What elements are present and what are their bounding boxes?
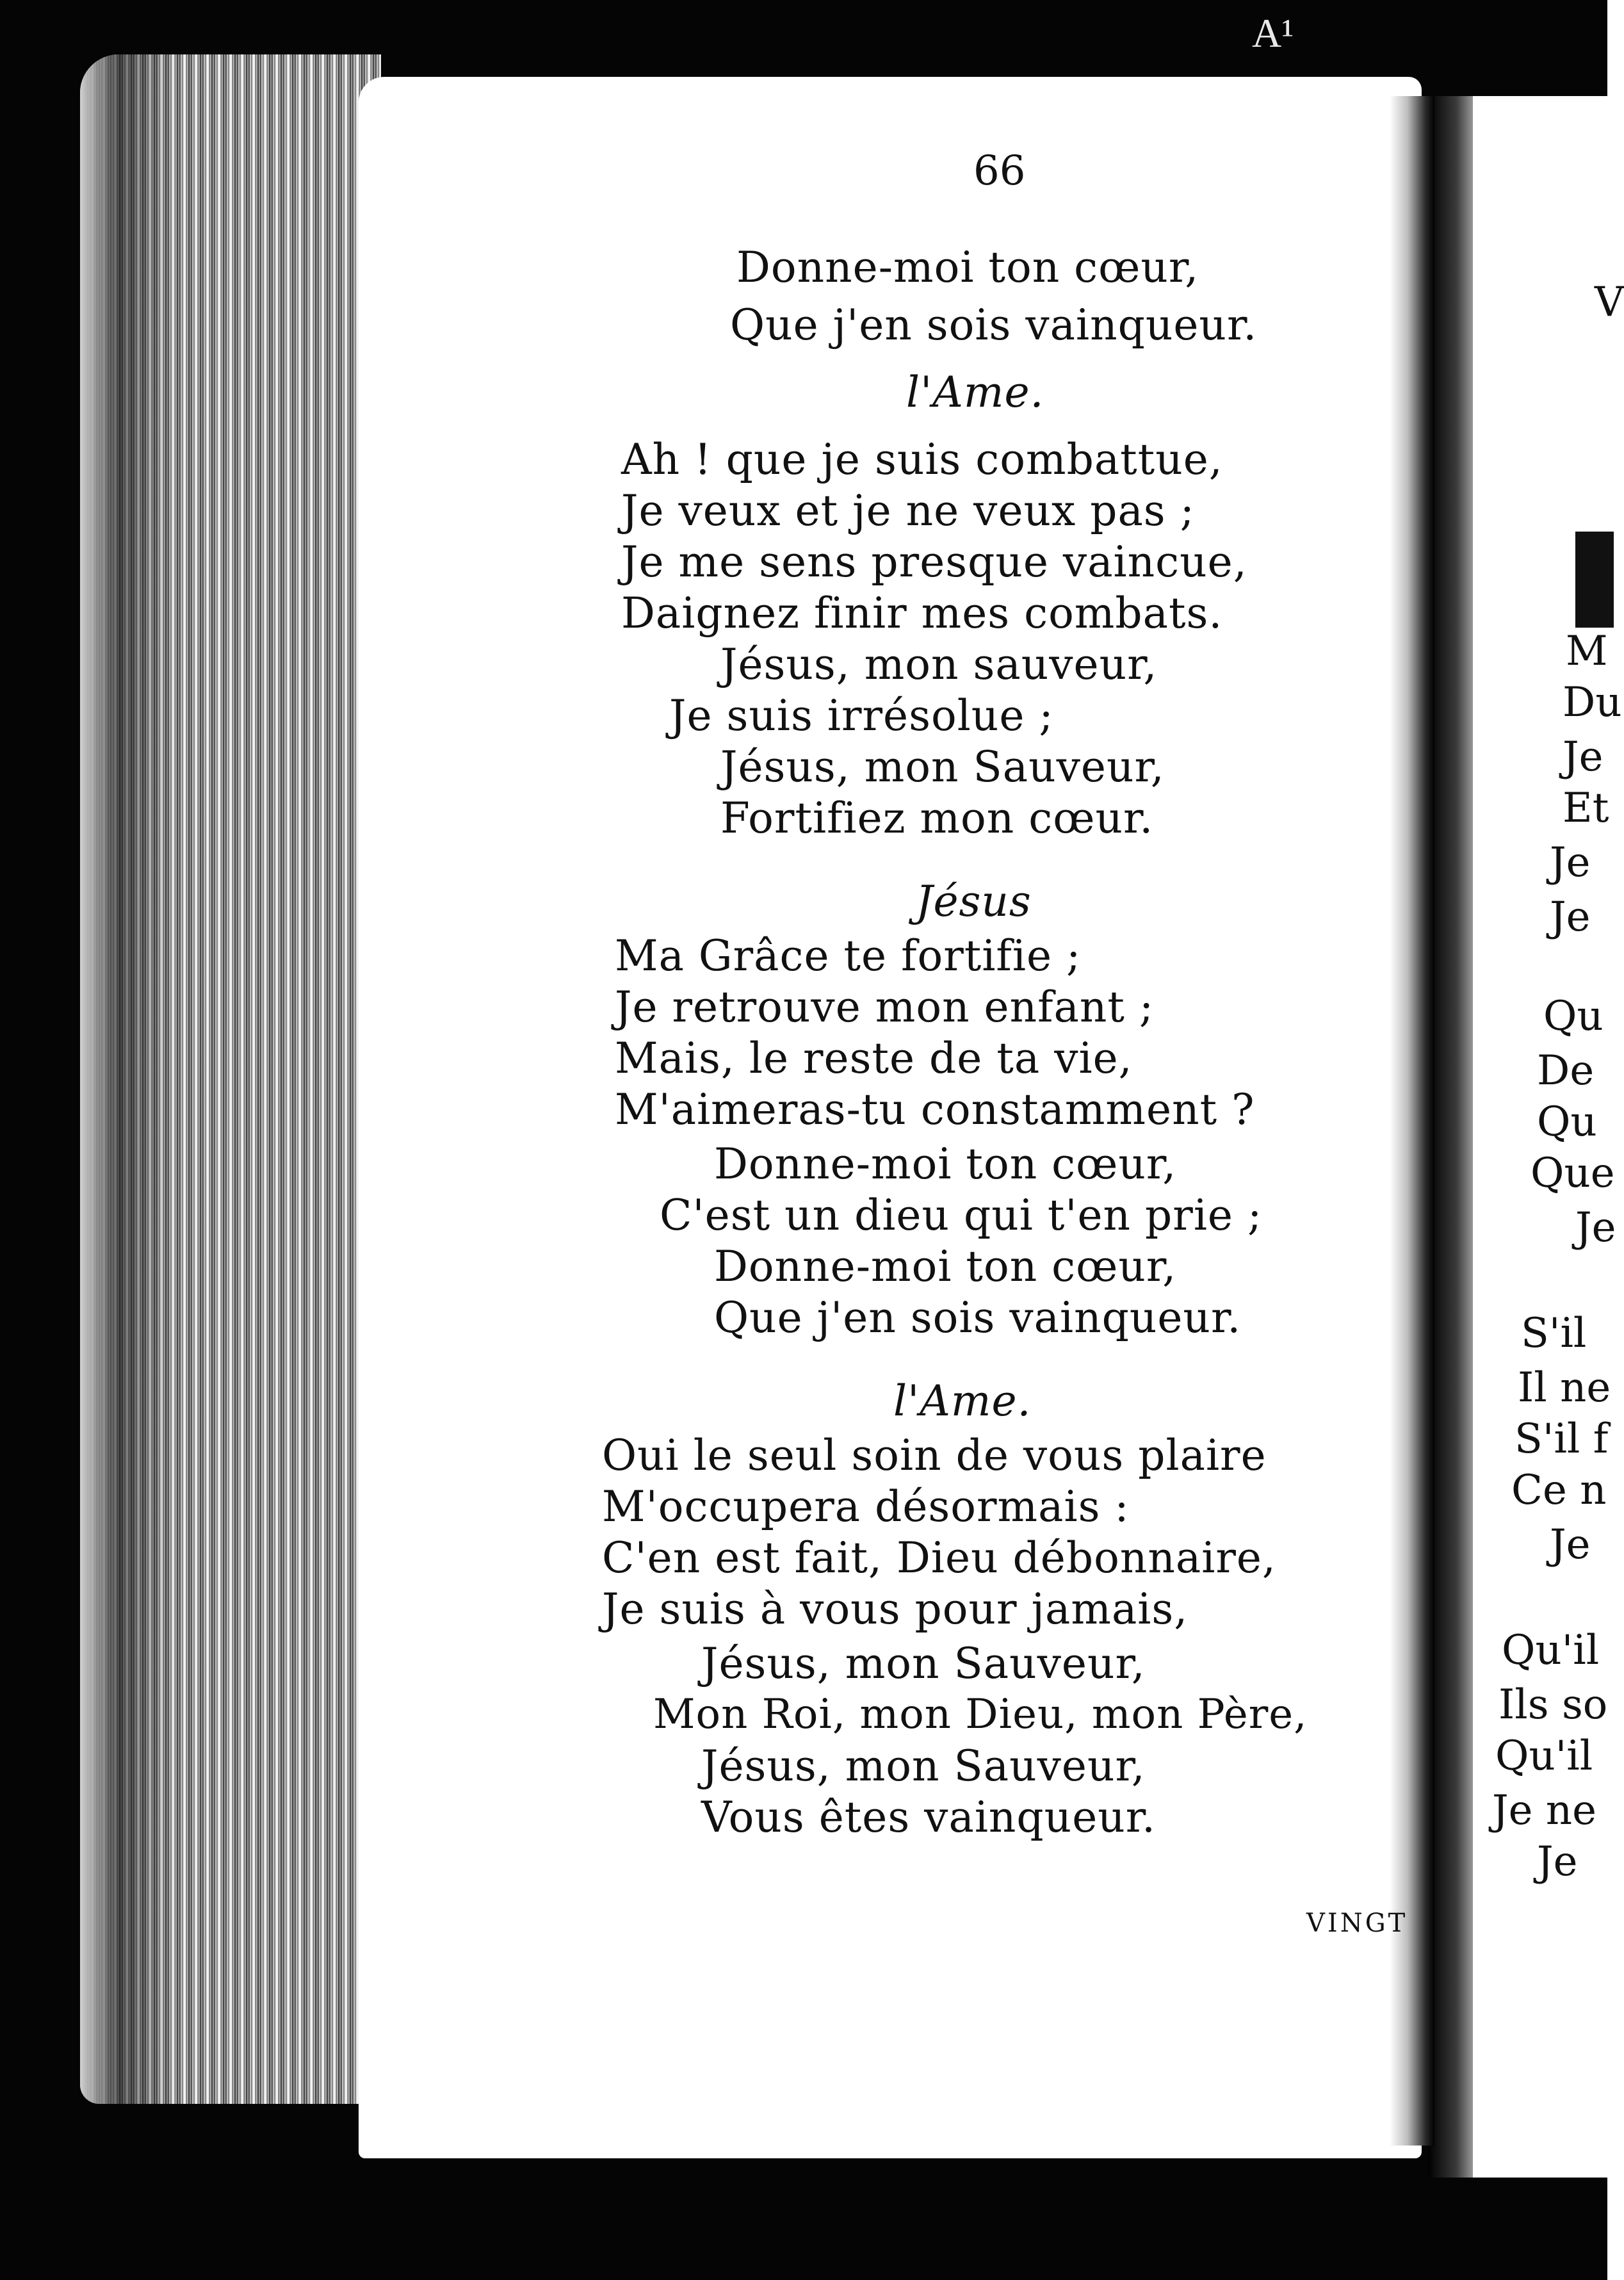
facing-fragment: Je — [1563, 733, 1604, 781]
verse-line: M'aimeras-tu constamment ? — [615, 1085, 1255, 1134]
facing-fragment: Qu — [1537, 1098, 1597, 1146]
verse-line: Donne-moi ton cœur, — [736, 243, 1199, 292]
facing-fragment: Qu'il — [1502, 1627, 1600, 1674]
facing-fragment: Et — [1563, 785, 1609, 832]
verse-line: Je retrouve mon enfant ; — [615, 982, 1155, 1032]
speaker-heading: Jésus — [916, 877, 1032, 926]
verse-line: Fortifiez mon cœur. — [720, 794, 1154, 843]
facing-fragment: Je — [1550, 839, 1591, 886]
facing-page-spine — [1428, 96, 1479, 2178]
facing-fragment: Je ne — [1492, 1787, 1596, 1834]
verse-line: Jésus, mon sauveur, — [720, 640, 1158, 689]
verse-line: C'est un dieu qui t'en prie ; — [660, 1191, 1263, 1240]
facing-fragment: S'il f — [1514, 1415, 1609, 1463]
verse-line: Je suis à vous pour jamais, — [602, 1584, 1189, 1634]
verse-line: Daignez finir mes combats. — [621, 589, 1223, 638]
verse-line: Donne-moi ton cœur, — [714, 1242, 1177, 1291]
speaker-heading: l'Ame. — [906, 368, 1044, 417]
corner-mark: A¹ — [1252, 10, 1294, 56]
facing-fragment: Je — [1575, 1204, 1616, 1251]
verse-line: Jésus, mon Sauveur, — [720, 742, 1165, 792]
page-number: 66 — [973, 147, 1026, 195]
verse-line: C'en est fait, Dieu débonnaire, — [602, 1533, 1276, 1583]
facing-fragment: Je — [1537, 1838, 1578, 1885]
verse-line: Je veux et je ne veux pas ; — [621, 486, 1195, 535]
facing-fragment: Ils so — [1498, 1681, 1608, 1729]
facing-fragment: Qu'il — [1495, 1732, 1593, 1780]
verse-line: Ah ! que je suis combattue, — [621, 435, 1223, 484]
verse-line: Je suis irrésolue ; — [669, 691, 1054, 740]
book-fore-edge-shadow — [80, 54, 176, 2104]
verse-line: Mais, le reste de ta vie, — [615, 1034, 1133, 1083]
verse-line: Jésus, mon Sauveur, — [701, 1741, 1146, 1791]
facing-fragment: Il ne — [1518, 1364, 1611, 1412]
facing-fragment: Du — [1563, 679, 1622, 726]
verse-line: Vous êtes vainqueur. — [701, 1793, 1157, 1842]
verse-line: Je me sens presque vaincue, — [621, 537, 1247, 587]
facing-fragment: Qu — [1543, 993, 1604, 1040]
verse-line: Ma Grâce te fortifie ; — [615, 931, 1082, 981]
facing-fragment: Ce n — [1511, 1467, 1607, 1514]
speaker-heading: l'Ame. — [893, 1376, 1032, 1426]
verse-line: Que j'en sois vainqueur. — [714, 1293, 1242, 1342]
facing-fragment: Que — [1531, 1150, 1615, 1197]
page-gutter — [1390, 96, 1434, 2146]
facing-fragment: S'il — [1521, 1310, 1587, 1357]
verse-line: M'occupera désormais : — [602, 1482, 1130, 1531]
facing-fragment: M — [1566, 628, 1608, 675]
verse-line: Que j'en sois vainqueur. — [730, 300, 1258, 350]
facing-fragment: De — [1537, 1047, 1595, 1095]
verse-line: Donne-moi ton cœur, — [714, 1139, 1177, 1189]
catchword: VINGT — [1306, 1909, 1408, 1938]
facing-fragment: V — [1595, 279, 1624, 326]
facing-page-dropcap — [1575, 532, 1614, 628]
verse-line: Mon Roi, mon Dieu, mon Père, — [653, 1691, 1308, 1738]
verse-line: Oui le seul soin de vous plaire — [602, 1431, 1267, 1480]
facing-fragment: Je — [1550, 1521, 1591, 1568]
facing-fragment: Je — [1550, 893, 1591, 941]
verse-line: Jésus, mon Sauveur, — [701, 1639, 1146, 1688]
